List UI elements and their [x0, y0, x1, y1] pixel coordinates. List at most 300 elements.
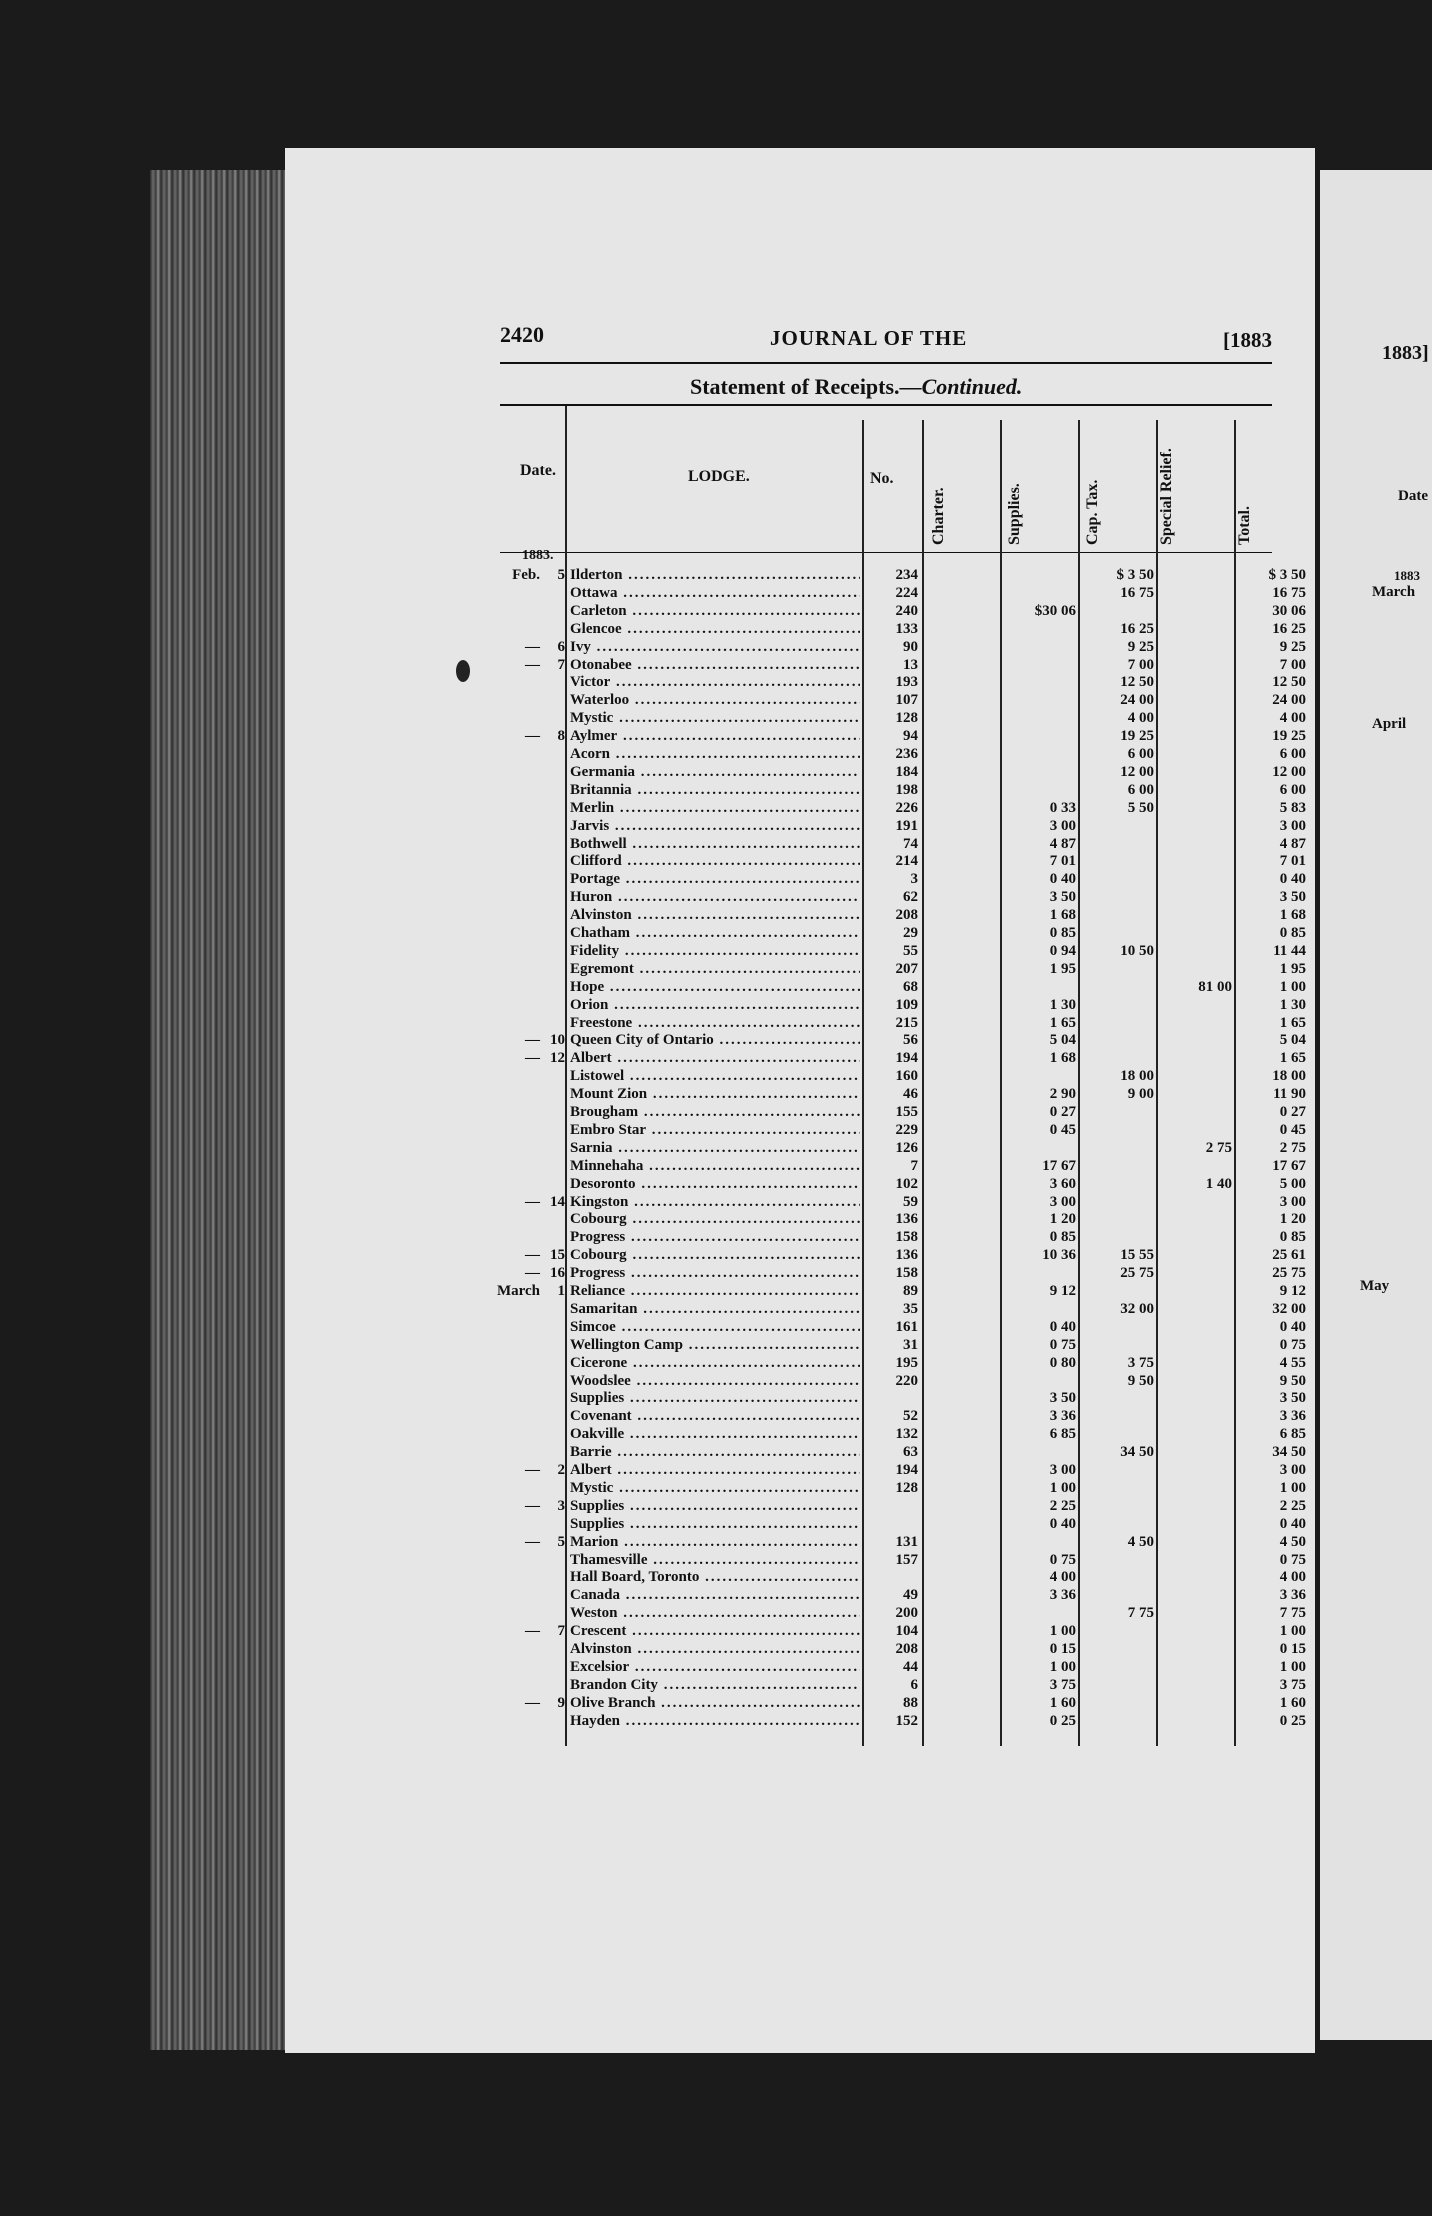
row-lodge: Thamesville ..... [570, 1551, 860, 1569]
row-lodge: Portage ..... [570, 870, 860, 888]
row-lodge: Progress ..... [570, 1264, 860, 1282]
col-head-date: Date. [520, 462, 556, 479]
row-total: 0 15 [1279, 1641, 1306, 1657]
col-head-charter: Charter. [930, 487, 947, 545]
row-number: 240 [895, 602, 918, 619]
page-header [500, 322, 1272, 356]
row-supplies: 17 67 [1042, 1157, 1076, 1174]
row-total: 0 40 [1279, 1318, 1306, 1335]
row-supplies: 1 68 [1049, 907, 1076, 924]
row-day: 5 [557, 567, 565, 583]
row-total: 3 75 [1279, 1676, 1306, 1693]
row-cap-tax: 24 00 [1120, 692, 1154, 709]
row-lodge: Covenant ..... [570, 1407, 860, 1425]
row-total: 0 25 [1279, 1712, 1306, 1729]
row-supplies: 0 75 [1049, 1551, 1076, 1568]
row-total: 0 45 [1279, 1121, 1306, 1138]
row-lodge: Supplies ..... [570, 1497, 860, 1515]
row-supplies: 1 30 [1049, 996, 1076, 1013]
row-number: 200 [895, 1605, 918, 1622]
row-number: 55 [903, 942, 918, 959]
row-number: 198 [895, 781, 918, 798]
col-head-supplies: Supplies. [1006, 483, 1023, 545]
row-cap-tax: 18 00 [1120, 1068, 1154, 1085]
col-head-total: Total. [1236, 506, 1253, 545]
row-day: 15 [550, 1247, 565, 1264]
row-lodge: Cobourg ..... [570, 1210, 860, 1228]
row-number: 195 [895, 1354, 918, 1371]
row-number: 160 [895, 1068, 918, 1085]
col-divider [1156, 420, 1158, 1746]
row-supplies: 3 36 [1049, 1408, 1076, 1425]
row-total: 0 27 [1279, 1104, 1306, 1120]
row-lodge: Weston ..... [570, 1604, 860, 1622]
row-number: 62 [903, 889, 918, 906]
row-total: 0 85 [1279, 1229, 1306, 1246]
row-day: 16 [550, 1265, 565, 1282]
row-cap-tax: 7 00 [1127, 656, 1154, 673]
row-supplies: 10 36 [1042, 1247, 1076, 1264]
row-number: 229 [895, 1121, 918, 1138]
row-number: 161 [895, 1318, 918, 1335]
row-number: 44 [903, 1658, 918, 1675]
row-month: — [525, 1462, 540, 1478]
row-number: 194 [895, 1462, 918, 1478]
row-number: 207 [895, 960, 918, 977]
row-total: 34 50 [1272, 1444, 1306, 1461]
row-supplies: 3 00 [1049, 1462, 1076, 1478]
row-lodge: Wellington Camp ..... [570, 1336, 860, 1354]
row-supplies: 4 00 [1049, 1569, 1076, 1586]
row-number: 49 [903, 1587, 918, 1604]
row-lodge: Progress ..... [570, 1228, 860, 1246]
row-month: — [525, 656, 540, 673]
col-head-no: No. [870, 470, 894, 487]
col-head-special-relief: Special Relief. [1158, 448, 1175, 545]
row-number: 109 [895, 996, 918, 1013]
row-cap-tax: 16 75 [1120, 584, 1154, 601]
row-total: 4 87 [1279, 835, 1306, 852]
row-lodge: Freestone ..... [570, 1014, 860, 1032]
row-cap-tax: 9 50 [1127, 1372, 1154, 1389]
facing-page-fragment [1320, 170, 1432, 2040]
row-supplies: 0 40 [1049, 871, 1076, 888]
row-lodge: Cicerone ..... [570, 1354, 860, 1372]
row-cap-tax: 12 00 [1120, 763, 1154, 780]
row-lodge: Listowel ..... [570, 1067, 860, 1085]
row-number: 128 [895, 1479, 918, 1496]
journal-title: JOURNAL OF THE [770, 326, 968, 350]
row-lodge: Olive Branch ..... [570, 1694, 860, 1712]
row-supplies: 5 04 [1049, 1032, 1076, 1049]
row-cap-tax: 10 50 [1120, 942, 1154, 959]
row-month: — [525, 1694, 540, 1711]
row-day: 7 [557, 1623, 565, 1640]
row-total: 1 00 [1279, 1623, 1306, 1640]
row-number: 194 [895, 1050, 918, 1067]
row-special-relief: 81 00 [1198, 978, 1232, 995]
row-supplies: 1 60 [1049, 1694, 1076, 1711]
row-cap-tax: 4 50 [1127, 1533, 1154, 1550]
row-cap-tax: 9 25 [1127, 638, 1154, 655]
row-total: 30 06 [1272, 602, 1306, 619]
row-lodge: Ilderton ..... [570, 566, 860, 584]
row-total: 17 67 [1272, 1157, 1306, 1174]
row-lodge: Alvinston ..... [570, 906, 860, 924]
row-supplies: 3 00 [1049, 817, 1076, 834]
row-supplies: 0 45 [1049, 1121, 1076, 1138]
row-number: 35 [903, 1300, 918, 1317]
row-lodge: Brougham ..... [570, 1103, 860, 1121]
row-total: 0 85 [1279, 925, 1306, 941]
row-total: 1 65 [1279, 1050, 1306, 1067]
row-number: 184 [895, 763, 918, 780]
row-cap-tax: $ 3 50 [1116, 567, 1154, 583]
row-number: 89 [903, 1283, 918, 1299]
row-number: 224 [895, 584, 918, 601]
row-total: 4 55 [1279, 1354, 1306, 1371]
row-number: 236 [895, 746, 918, 762]
section-title-continued: Continued. [921, 374, 1023, 399]
row-total: 25 75 [1272, 1265, 1306, 1282]
row-number: 74 [903, 835, 918, 852]
section-title [690, 374, 1022, 400]
row-supplies: 0 40 [1049, 1318, 1076, 1335]
row-total: 16 75 [1272, 584, 1306, 601]
row-month: — [525, 1497, 540, 1514]
row-lodge: Supplies ..... [570, 1515, 860, 1533]
row-number: 126 [895, 1139, 918, 1156]
row-lodge: Britannia ..... [570, 781, 860, 799]
row-number: 107 [895, 692, 918, 709]
row-number: 208 [895, 1641, 918, 1657]
row-supplies: 0 75 [1049, 1336, 1076, 1353]
row-lodge: Barrie ..... [570, 1443, 860, 1461]
row-lodge: Queen City of Ontario ..... [570, 1031, 860, 1049]
row-number: 29 [903, 925, 918, 941]
row-total: 12 00 [1272, 763, 1306, 780]
row-lodge: Embro Star ..... [570, 1121, 860, 1139]
section-title-main: Statement of Receipts.— [690, 374, 922, 399]
row-cap-tax: 6 00 [1127, 746, 1154, 762]
row-number: 88 [903, 1694, 918, 1711]
row-total: 3 50 [1279, 1390, 1306, 1407]
row-total: 1 68 [1279, 907, 1306, 924]
header-rule [500, 362, 1272, 364]
row-lodge: Ottawa ..... [570, 584, 860, 602]
row-supplies: 1 95 [1049, 960, 1076, 977]
row-lodge: Victor ..... [570, 673, 860, 691]
col-divider [1234, 420, 1236, 1746]
row-lodge: Waterloo ..... [570, 691, 860, 709]
row-number: 128 [895, 710, 918, 727]
row-total: 3 00 [1279, 1462, 1306, 1478]
row-lodge: Crescent ..... [570, 1622, 860, 1640]
year-label: 1883. [522, 548, 554, 563]
row-number: 90 [903, 638, 918, 655]
facing-page-year-label: 1883 [1394, 568, 1420, 583]
row-day: 12 [550, 1050, 565, 1067]
row-cap-tax: 5 50 [1127, 799, 1154, 816]
row-total: 4 00 [1279, 710, 1306, 727]
row-total: 7 01 [1279, 853, 1306, 870]
row-total: 1 65 [1279, 1014, 1306, 1031]
row-total: $ 3 50 [1268, 567, 1306, 583]
row-total: 32 00 [1272, 1300, 1306, 1317]
row-total: 16 25 [1272, 620, 1306, 637]
row-lodge: Hall Board, Toronto ..... [570, 1568, 860, 1586]
row-lodge: Marion ..... [570, 1533, 860, 1551]
row-lodge: Simcoe ..... [570, 1318, 860, 1336]
row-month: — [525, 1265, 540, 1282]
row-supplies: 0 40 [1049, 1515, 1076, 1532]
row-lodge: Ivy ..... [570, 638, 860, 656]
row-lodge: Sarnia ..... [570, 1139, 860, 1157]
row-supplies: 1 65 [1049, 1014, 1076, 1031]
row-lodge: Chatham ..... [570, 924, 860, 942]
row-total: 9 50 [1279, 1372, 1306, 1389]
row-total: 2 75 [1279, 1139, 1306, 1156]
col-head-cap-tax: Cap. Tax. [1084, 479, 1101, 545]
row-number: 3 [910, 871, 918, 888]
row-supplies: 1 68 [1049, 1050, 1076, 1067]
col-head-lodge: LODGE. [688, 468, 750, 485]
row-supplies: 3 75 [1049, 1676, 1076, 1693]
row-total: 0 40 [1279, 871, 1306, 888]
row-total: 0 40 [1279, 1515, 1306, 1532]
row-day: 9 [557, 1694, 565, 1711]
row-lodge: Acorn ..... [570, 745, 860, 763]
row-lodge: Carleton ..... [570, 602, 860, 620]
row-lodge: Minnehaha ..... [570, 1157, 860, 1175]
row-total: 5 00 [1279, 1175, 1306, 1192]
row-lodge: Aylmer ..... [570, 727, 860, 745]
row-number: 208 [895, 907, 918, 924]
row-total: 0 75 [1279, 1551, 1306, 1568]
row-lodge: Fidelity ..... [570, 942, 860, 960]
row-supplies: 1 00 [1049, 1623, 1076, 1640]
col-divider [922, 420, 924, 1746]
row-total: 11 44 [1273, 942, 1306, 959]
row-number: 155 [895, 1104, 918, 1120]
row-total: 1 00 [1279, 1658, 1306, 1675]
row-supplies: 1 20 [1049, 1211, 1076, 1228]
row-total: 7 00 [1279, 656, 1306, 673]
row-day: 1 [557, 1283, 565, 1299]
row-supplies: 0 15 [1049, 1641, 1076, 1657]
col-divider [565, 406, 567, 1746]
row-number: 46 [903, 1086, 918, 1103]
row-number: 133 [895, 620, 918, 637]
row-lodge: Jarvis ..... [570, 817, 860, 835]
row-supplies: 0 25 [1049, 1712, 1076, 1729]
row-supplies: 0 85 [1049, 1229, 1076, 1246]
row-total: 2 25 [1279, 1497, 1306, 1514]
row-lodge: Samaritan ..... [570, 1300, 860, 1318]
row-lodge: Orion ..... [570, 996, 860, 1014]
col-divider [862, 420, 864, 1746]
row-total: 1 95 [1279, 960, 1306, 977]
row-total: 4 50 [1279, 1533, 1306, 1550]
row-lodge: Bothwell ..... [570, 835, 860, 853]
row-supplies: 2 90 [1049, 1086, 1076, 1103]
row-total: 4 00 [1279, 1569, 1306, 1586]
row-lodge: Glencoe ..... [570, 620, 860, 638]
row-supplies: 0 80 [1049, 1354, 1076, 1371]
row-number: 215 [895, 1014, 918, 1031]
row-lodge: Alvinston ..... [570, 1640, 860, 1658]
row-cap-tax: 15 55 [1120, 1247, 1154, 1264]
row-day: 14 [550, 1193, 565, 1210]
facing-page-month: May [1360, 1278, 1390, 1294]
row-total: 18 00 [1272, 1068, 1306, 1085]
row-number: 7 [910, 1157, 918, 1174]
row-day: 7 [557, 656, 565, 673]
row-number: 63 [903, 1444, 918, 1461]
row-supplies: 1 00 [1049, 1479, 1076, 1496]
row-lodge: Hope ..... [570, 978, 860, 996]
row-number: 59 [903, 1193, 918, 1210]
row-total: 1 20 [1279, 1211, 1306, 1228]
row-lodge: Egremont ..... [570, 960, 860, 978]
row-number: 158 [895, 1229, 918, 1246]
row-supplies: 3 50 [1049, 889, 1076, 906]
row-total: 5 04 [1279, 1032, 1306, 1049]
row-total: 1 00 [1279, 978, 1306, 995]
row-supplies: 0 94 [1049, 942, 1076, 959]
facing-page-date-head: Date [1398, 488, 1428, 504]
row-month: — [525, 1193, 540, 1210]
row-total: 1 30 [1279, 996, 1306, 1013]
row-lodge: Albert ..... [570, 1049, 860, 1067]
page-number: 2420 [500, 322, 544, 347]
row-lodge: Clifford ..... [570, 852, 860, 870]
row-month: — [525, 1247, 540, 1264]
row-supplies: $30 06 [1034, 602, 1076, 619]
row-total: 9 25 [1279, 638, 1306, 655]
row-number: 191 [895, 817, 918, 834]
facing-page-month: March [1372, 584, 1416, 600]
row-month: — [525, 1050, 540, 1067]
row-lodge: Albert ..... [570, 1461, 860, 1479]
row-total: 25 61 [1272, 1247, 1306, 1264]
ink-blot [456, 660, 470, 682]
row-lodge: Otonabee ..... [570, 656, 860, 674]
row-total: 11 90 [1273, 1086, 1306, 1103]
row-number: 136 [895, 1247, 918, 1264]
row-lodge: Huron ..... [570, 888, 860, 906]
row-day: 3 [557, 1497, 565, 1514]
row-lodge: Desoronto ..... [570, 1175, 860, 1193]
row-total: 24 00 [1272, 692, 1306, 709]
row-number: 193 [895, 674, 918, 691]
year-bracket: [1883 [1223, 328, 1272, 352]
row-number: 31 [903, 1336, 918, 1353]
row-number: 104 [895, 1623, 918, 1640]
row-lodge: Reliance ..... [570, 1282, 860, 1300]
row-number: 6 [910, 1676, 918, 1693]
row-number: 131 [895, 1533, 918, 1550]
row-day: 5 [557, 1533, 565, 1550]
row-total: 3 50 [1279, 889, 1306, 906]
row-supplies: 1 00 [1049, 1658, 1076, 1675]
row-total: 3 36 [1279, 1587, 1306, 1604]
row-supplies: 2 25 [1049, 1497, 1076, 1514]
row-total: 3 00 [1279, 817, 1306, 834]
table-top-rule [500, 404, 1272, 406]
row-day: 8 [557, 728, 565, 745]
row-total: 3 36 [1279, 1408, 1306, 1425]
row-total: 6 85 [1279, 1426, 1306, 1443]
row-cap-tax: 34 50 [1120, 1444, 1154, 1461]
row-total: 1 00 [1279, 1479, 1306, 1496]
row-total: 1 60 [1279, 1694, 1306, 1711]
row-cap-tax: 7 75 [1127, 1605, 1154, 1622]
row-lodge: Supplies ..... [570, 1389, 860, 1407]
row-number: 136 [895, 1211, 918, 1228]
row-total: 9 12 [1279, 1283, 1306, 1299]
row-cap-tax: 9 00 [1127, 1086, 1154, 1103]
row-month: March [496, 1283, 540, 1299]
row-number: 132 [895, 1426, 918, 1443]
row-lodge: Cobourg ..... [570, 1246, 860, 1264]
row-number: 214 [895, 853, 918, 870]
row-supplies: 0 33 [1049, 799, 1076, 816]
row-month: — [525, 1032, 540, 1049]
row-total: 12 50 [1272, 674, 1306, 691]
row-number: 152 [895, 1712, 918, 1729]
row-number: 157 [895, 1551, 918, 1568]
facing-page-month: April [1372, 716, 1407, 732]
row-supplies: 4 87 [1049, 835, 1076, 852]
row-total: 6 00 [1279, 781, 1306, 798]
row-month: — [525, 1623, 540, 1640]
row-lodge: Mount Zion ..... [570, 1085, 860, 1103]
row-total: 19 25 [1272, 728, 1306, 745]
row-number: 52 [903, 1408, 918, 1425]
row-lodge: Hayden ..... [570, 1712, 860, 1730]
row-number: 94 [903, 728, 918, 745]
row-supplies: 7 01 [1049, 853, 1076, 870]
row-lodge: Canada ..... [570, 1586, 860, 1604]
row-day: 2 [557, 1462, 565, 1478]
row-cap-tax: 4 00 [1127, 710, 1154, 727]
row-lodge: Excelsior ..... [570, 1658, 860, 1676]
row-supplies: 0 27 [1049, 1104, 1076, 1120]
facing-page-year: 1883] [1382, 342, 1429, 364]
row-number: 56 [903, 1032, 918, 1049]
row-number: 13 [903, 656, 918, 673]
row-month: — [525, 1533, 540, 1550]
row-cap-tax: 6 00 [1127, 781, 1154, 798]
row-lodge: Merlin ..... [570, 799, 860, 817]
row-supplies: 6 85 [1049, 1426, 1076, 1443]
row-special-relief: 1 40 [1205, 1175, 1232, 1192]
row-supplies: 3 60 [1049, 1175, 1076, 1192]
row-lodge: Mystic ..... [570, 1479, 860, 1497]
row-lodge: Mystic ..... [570, 709, 860, 727]
row-cap-tax: 25 75 [1120, 1265, 1154, 1282]
row-supplies: 0 85 [1049, 925, 1076, 941]
row-total: 6 00 [1279, 746, 1306, 762]
row-cap-tax: 19 25 [1120, 728, 1154, 745]
row-number: 234 [895, 567, 918, 583]
row-month: — [525, 638, 540, 655]
row-day: 6 [557, 638, 565, 655]
row-cap-tax: 32 00 [1120, 1300, 1154, 1317]
row-number: 220 [895, 1372, 918, 1389]
row-month: — [525, 728, 540, 745]
